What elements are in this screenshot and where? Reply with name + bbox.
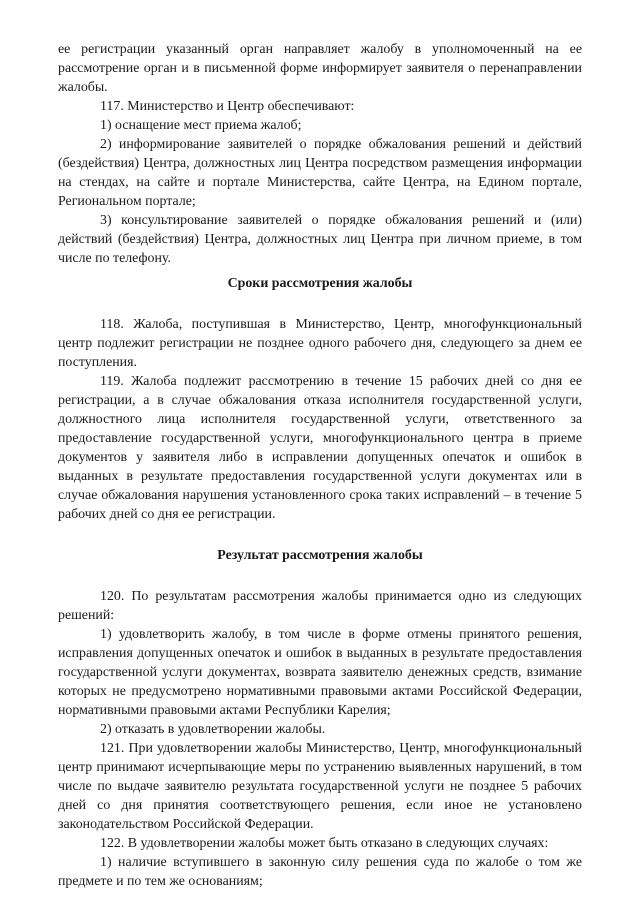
paragraph: 119. Жалоба подлежит рассмотрению в течение 15 рабочих дней со дня ее регистрации, а в случае обжалования отказа исполнителя государственной услуги, должностного лица исполнителя государственной услуги, ответственного за предоставление государственной услуги, многофункционального центра в приеме документов у заявителя либо в исправлении допущенных опечаток и ошибок в выданных в результате предоставления государственной услуги документах или в случае обжалования нарушения установленного срока таких исправлений – в течение 5 рабочих дней со дня ее регистрации. <box>58 374 582 522</box>
paragraph: 2) информирование заявителей о порядке обжалования решений и действий (бездействия) Центра, должностных лиц Центра посредством размещения информации на стендах, на сайте и портале Министерства, сайте Центра, на Едином портале, Региональном портале; <box>58 137 582 209</box>
document-page <box>58 40 582 891</box>
paragraph: 3) консультирование заявителей о порядке обжалования решений и (или) действий (бездействия) Центра, должностных лиц Центра при личном приеме, в том числе по телефону. <box>58 213 582 266</box>
paragraph: 2) отказать в удовлетворении жалобы. <box>100 722 326 737</box>
paragraph: 118. Жалоба, поступившая в Министерство, Центр, многофункциональный центр подлежит регистрации не позднее одного рабочего дня, следующего за днем ее поступления. <box>58 317 582 370</box>
paragraph: 1) удовлетворить жалобу, в том числе в форме отмены принятого решения, исправления допущенных опечаток и ошибок в выданных в результате предоставления государственной услуги документах, возврата заявителю денежных средств, взимание которых не предусмотрено нормативными правовыми актами Российской Федерации, нормативными правовыми актами Республики Карелия; <box>58 627 582 718</box>
paragraph: 1) наличие вступившего в законную силу решения суда по жалобе о том же предмете и по тем же основаниям; <box>58 855 582 889</box>
paragraph: 121. При удовлетворении жалобы Министерство, Центр, многофункциональный центр принимают исчерпывающие меры по устранению выявленных нарушений, в том числе по выдаче заявителю результата государственной услуги не позднее 5 рабочих дней со дня принятия соответствующего решения, если иное не установлено законодательством Российской Федерации. <box>58 741 582 832</box>
paragraph: ее регистрации указанный орган направляет жалобу в уполномоченный на ее рассмотрение орган и в письменной форме информирует заявителя о перенаправлении жалобы. <box>58 42 582 95</box>
paragraph: 1) оснащение мест приема жалоб; <box>100 118 302 133</box>
paragraph: 117. Министерство и Центр обеспечивают: <box>100 99 355 114</box>
paragraph: 120. По результатам рассмотрения жалобы принимается одно из следующих решений: <box>58 589 582 623</box>
paragraph: 122. В удовлетворении жалобы может быть отказано в следующих случаях: <box>100 836 549 851</box>
section-heading: Сроки рассмотрения жалобы <box>227 276 413 291</box>
section-heading: Результат рассмотрения жалобы <box>217 548 423 563</box>
